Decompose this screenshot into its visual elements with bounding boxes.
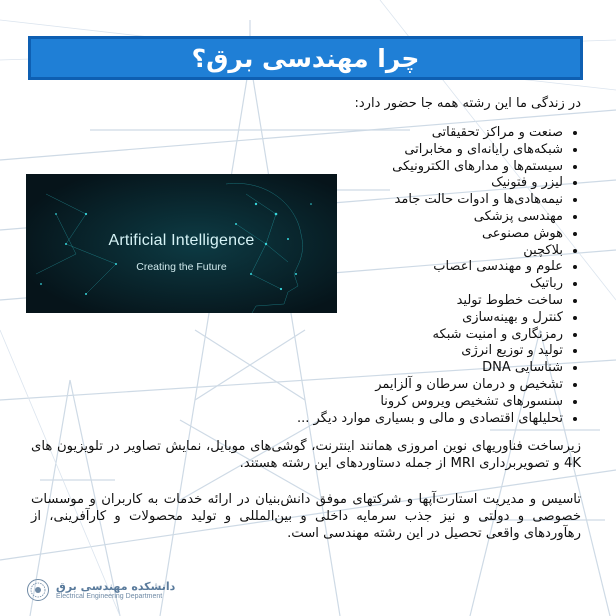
title-banner — [28, 36, 583, 80]
logo-english-text: Electrical Engineering Department — [56, 593, 163, 600]
list-item: • رباتیک — [233, 276, 563, 293]
list-item: • تشخیص و درمان سرطان و آلزایمر — [233, 377, 563, 394]
list-item: • بلاکچین — [233, 243, 563, 260]
list-item: • نیمه‌هادی‌ها و ادوات حالت جامد — [233, 192, 563, 209]
list-item: • تحلیلهای اقتصادی و مالی و بسیاری موارد دیگر ... — [233, 411, 563, 428]
list-item: • رمزنگاری و امنیت شبکه — [233, 327, 563, 344]
intro-text: در زندگی ما این رشته همه جا حضور دارد: — [354, 96, 581, 111]
list-item: • صنعت و مراکز تحقیقاتی — [233, 125, 563, 142]
ai-image-title: Artificial Intelligence — [108, 232, 255, 249]
list-item: • شناسایی DNA — [233, 360, 563, 377]
list-item: • تولید و توزیع انرژی — [233, 343, 563, 360]
page-title: چرا مهندسی برق؟ — [191, 43, 420, 73]
list-item: • شبکه‌های رایانه‌ای و مخابراتی — [233, 142, 563, 159]
list-item: • کنترل و بهینه‌سازی — [233, 310, 563, 327]
list-item: • ساخت خطوط تولید — [233, 293, 563, 310]
paragraph-technology: زیرساخت فناوریهای نوین امروزی همانند اینترنت، گوشی‌های موبایل، نمایش تصاویر در تلویزیون های 4K و تصویربرداری MRI از جمله دستاوردهای این رشته هستند. — [31, 439, 581, 471]
list-item: • علوم و مهندسی اعصاب — [233, 259, 563, 276]
list-item: • سنسورهای تشخیص ویروس کرونا — [233, 394, 563, 411]
list-item: • سیستم‌ها و مدارهای الکترونیکی — [233, 159, 563, 176]
ai-banner-image — [26, 174, 337, 313]
university-seal-icon — [26, 578, 50, 602]
list-item: • هوش مصنوعی — [233, 226, 563, 243]
logo-persian-text: دانشکده مهندسی برق — [56, 580, 176, 593]
paragraph-startups: تاسیس و مدیریت استارت‌آپها و شرکتهای موفق دانش‌بنیان در ارائه خدمات به کاربران و موسسات خصوصی و دولتی و نیز جذب سرمایه داخلی و بین‌المللی و تولید محصولات و کارآفرینی، از رهآوردهای واقعی تحصیل در این رشته مهندسی است. — [31, 492, 581, 541]
list-item: • لیزر و فتونیک — [233, 175, 563, 192]
department-logo — [26, 578, 175, 602]
ai-image-subtitle: Creating the Future — [136, 261, 227, 273]
list-item: • مهندسی پزشکی — [233, 209, 563, 226]
